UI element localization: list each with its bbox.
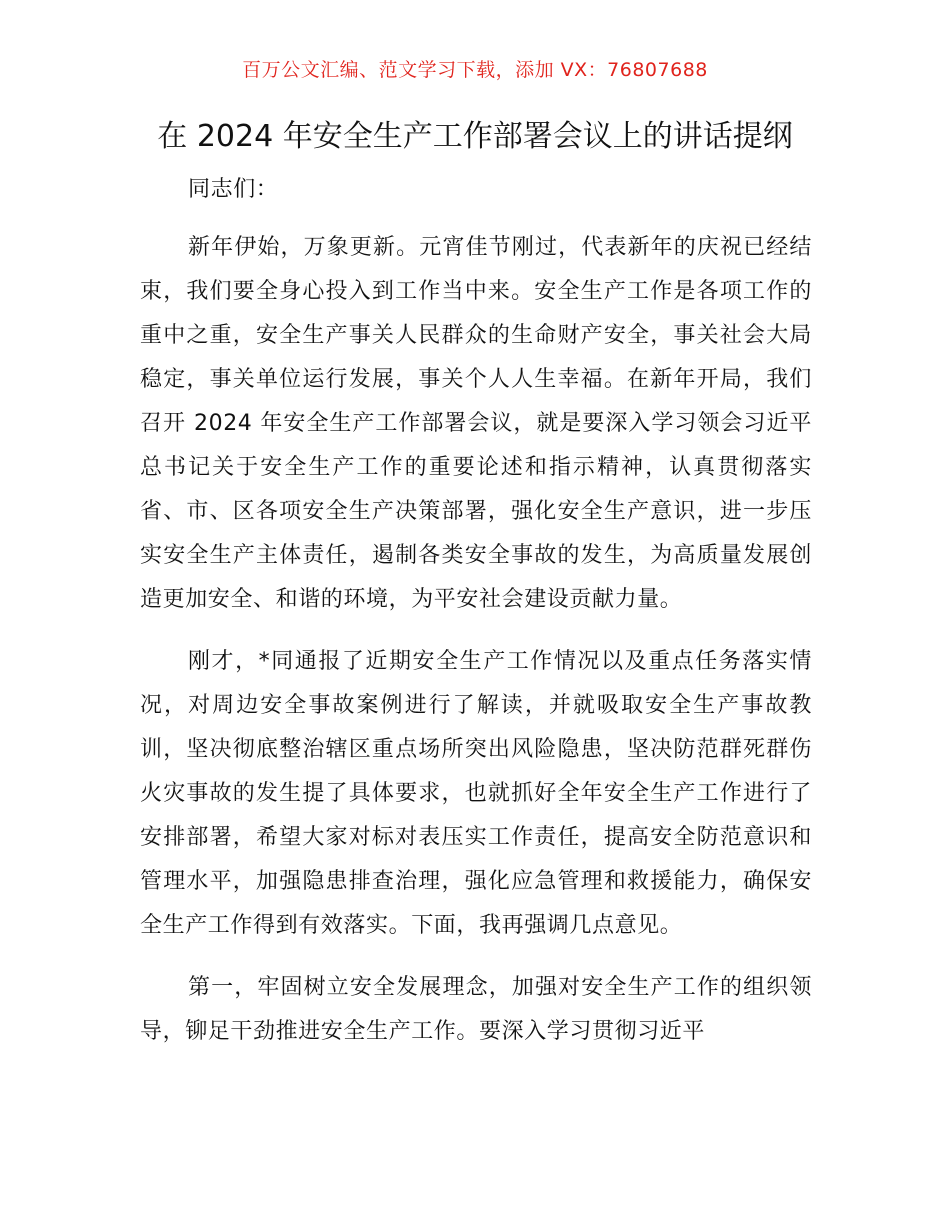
document-body xyxy=(140,168,812,1072)
document-title: 在 2024 年安全生产工作部署会议上的讲话提纲 xyxy=(157,119,793,154)
paragraph-3: 第一，牢固树立安全发展理念，加强对安全生产工作的组织领导，铆足干劲推进安全生产工作。要深入学习贯彻习近平 xyxy=(140,975,812,1044)
paragraph-1: 新年伊始，万象更新。元宵佳节刚过，代表新年的庆祝已经结束，我们要全身心投入到工作当中来。安全生产工作是各项工作的重中之重，安全生产事关人民群众的生命财产安全，事关社会大局稳定，事关单位运行发展，事关个人人生幸福。在新年开局，我们召开 2024 年安全生产工作部署会议，就是要深入学习领会习近平总书记关于安全生产工作的重要论述和指示精神，认真贯彻落实省、市、区各项安全生产决策部署，强化安全生产意识，进一步压实安全生产主体责任，遏制各类安全事故的发生，为高质量发展创造更加安全、和谐的环境，为平安社会建设贡献力量。 xyxy=(140,235,812,612)
watermark-header: 百万公文汇编、范文学习下载，添加 VX：76807688 xyxy=(242,59,708,81)
paragraph-2: 刚才，*同通报了近期安全生产工作情况以及重点任务落实情况，对周边安全事故案例进行了解读，并就吸取安全生产事故教训，坚决彻底整治辖区重点场所突出风险隐患，坚决防范群死群伤火灾事故的发生提了具体要求，也就抓好全年安全生产工作进行了安排部署，希望大家对标对表压实工作责任，提高安全防范意识和管理水平，加强隐患排查治理，强化应急管理和救援能力，确保安全生产工作得到有效落实。下面，我再强调几点意见。 xyxy=(140,649,812,938)
salutation: 同志们： xyxy=(188,177,279,202)
